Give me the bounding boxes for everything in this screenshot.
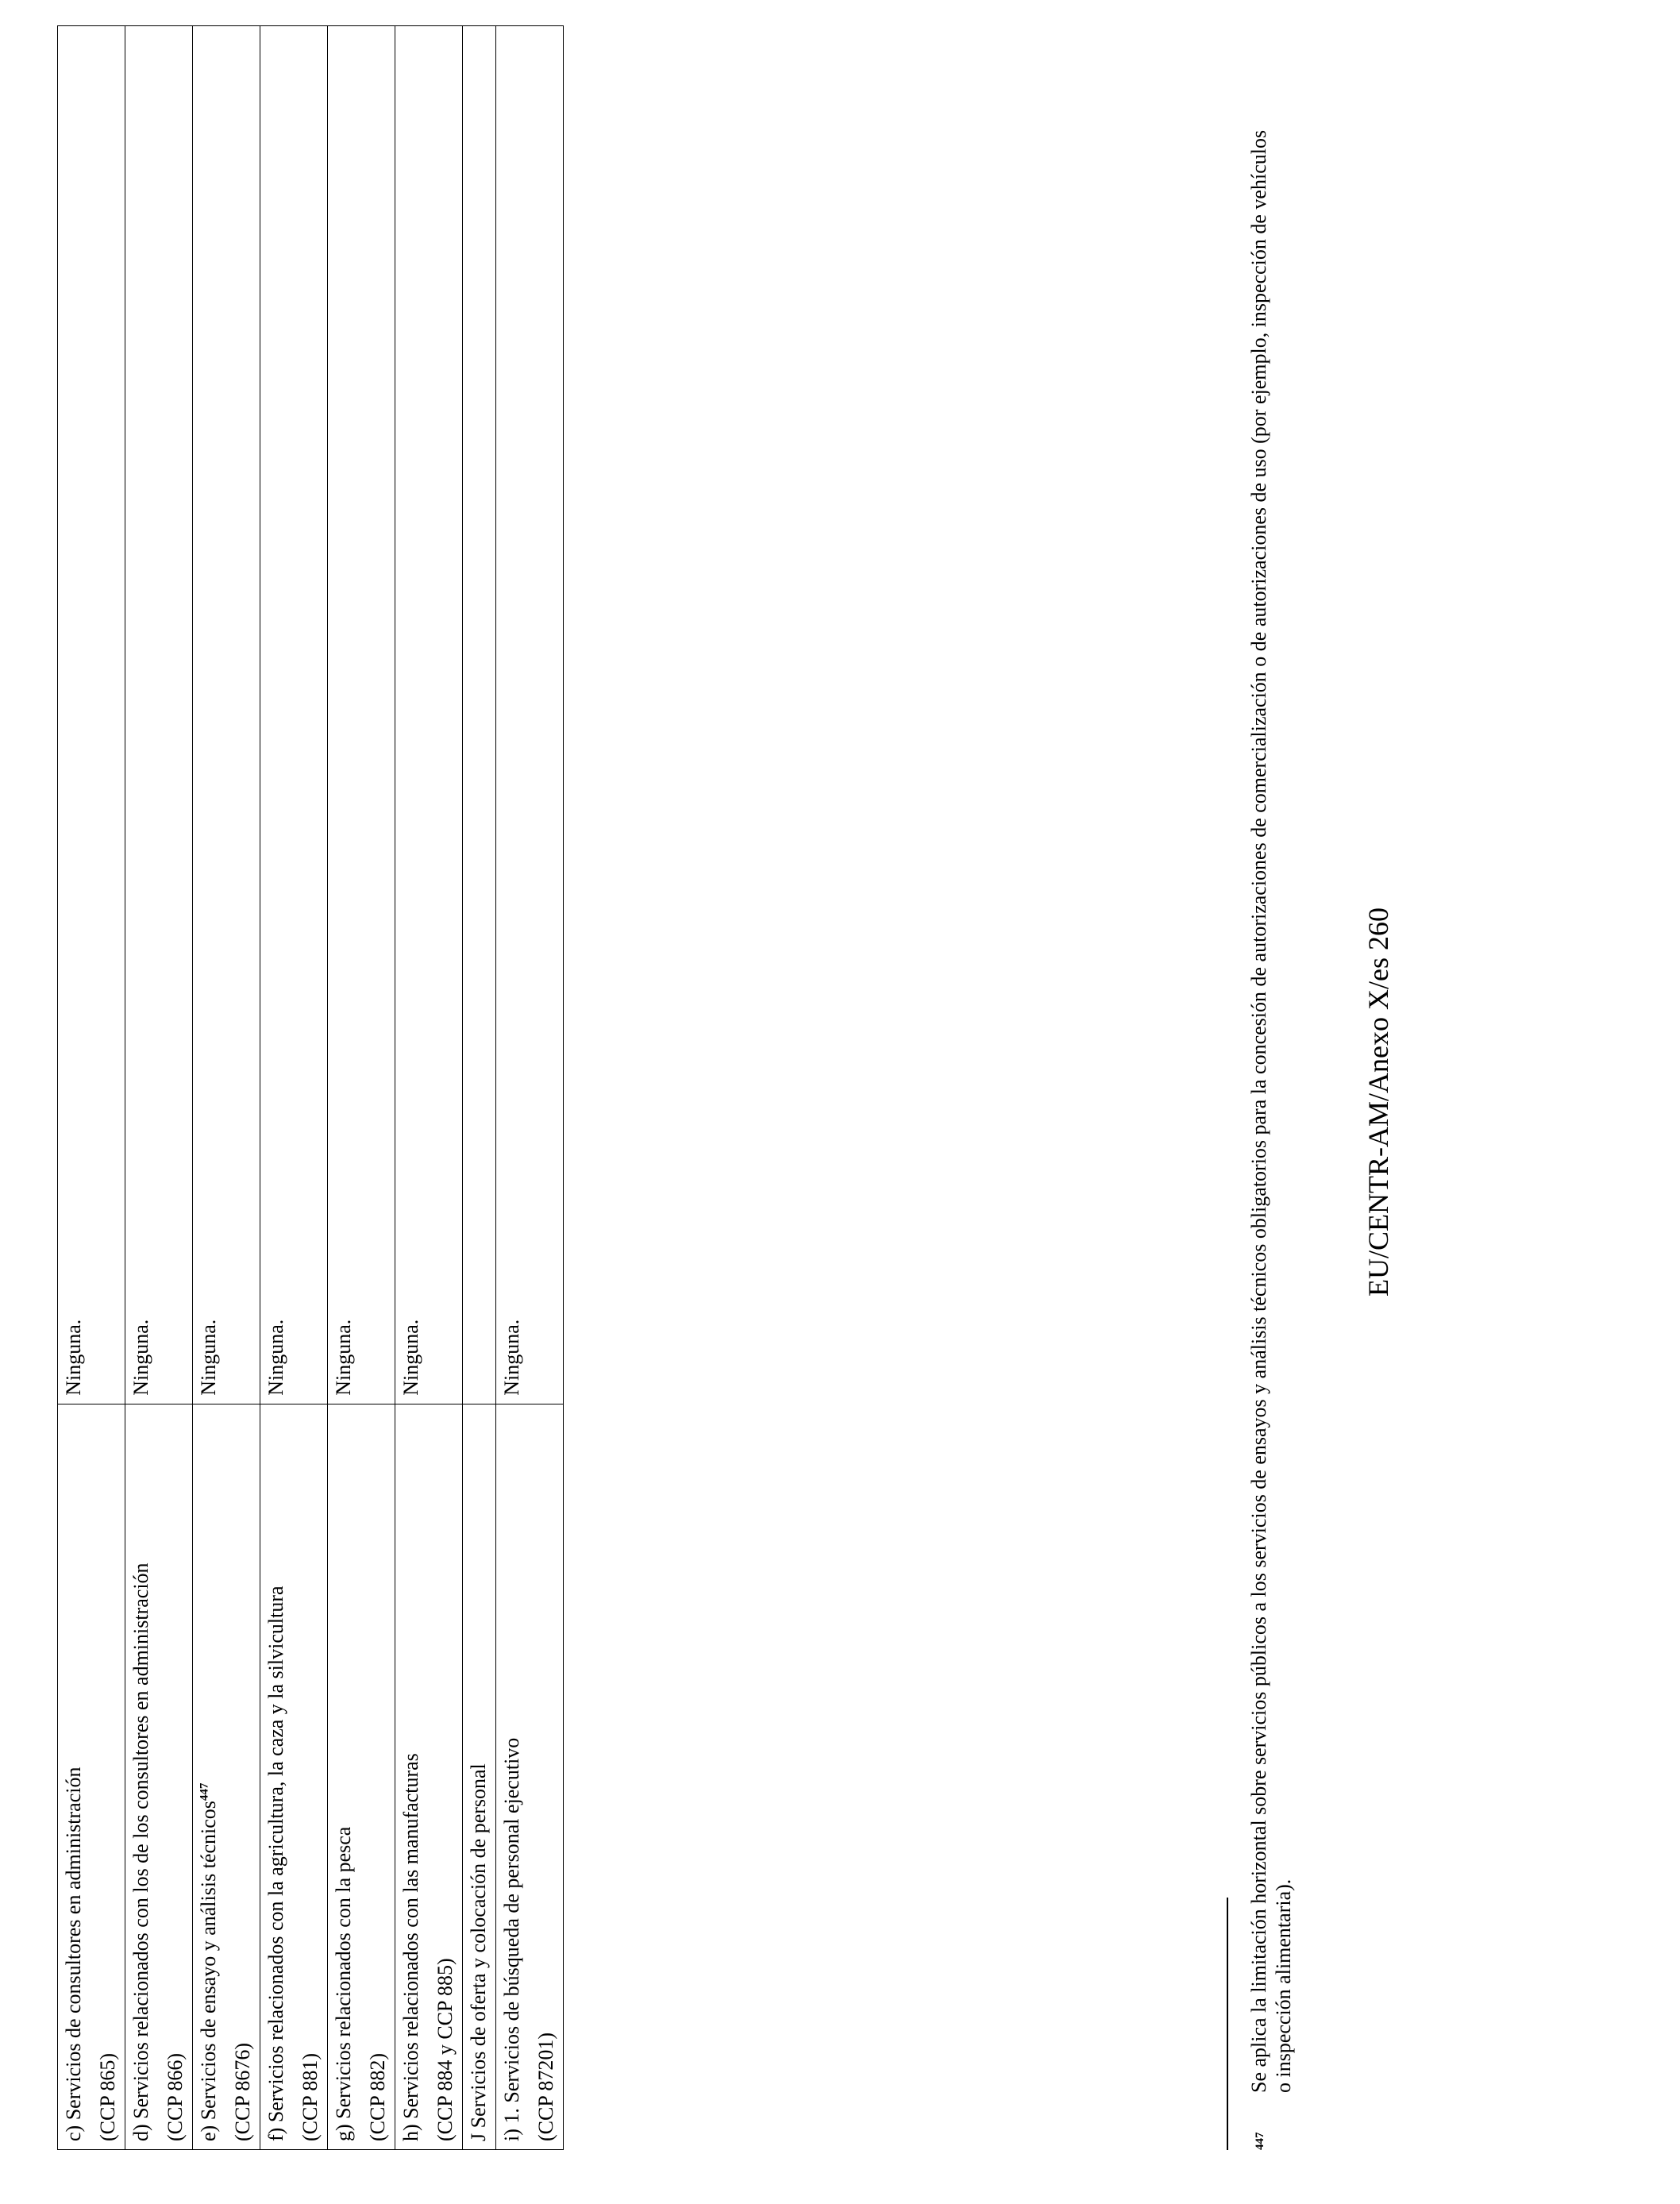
sector-cell	[193, 1404, 260, 2149]
footnote-ref: 447	[198, 1782, 211, 1801]
table-row	[395, 26, 463, 2150]
reservation-text: Ninguna.	[62, 1319, 85, 1396]
section-heading: J Servicios de oferta y colocación de personal	[467, 1763, 490, 2141]
reservation-text: Ninguna.	[332, 1319, 355, 1396]
commitments-table	[57, 25, 564, 2150]
reservation-cell	[260, 26, 328, 1404]
section-heading-cell	[463, 1404, 496, 2149]
reservation-text: Ninguna.	[264, 1319, 287, 1396]
reservation-cell	[125, 26, 193, 1404]
ccp-code: (CCP 881)	[299, 2053, 322, 2141]
table-row	[193, 26, 260, 2150]
footnote	[1247, 125, 1296, 2150]
ccp-code: (CCP 87201)	[534, 2033, 557, 2141]
reservation-cell	[58, 26, 125, 1404]
sector-cell	[58, 1404, 125, 2149]
reservation-cell	[328, 26, 395, 1404]
ccp-code: (CCP 8676)	[231, 2043, 254, 2141]
sector-name: f) Servicios relacionados con la agricultura, la caza y la silvicultura	[264, 1586, 287, 2141]
sector-name: c) Servicios de consultores en administración	[62, 1767, 85, 2141]
table-row	[260, 26, 328, 2150]
reservation-text: Ninguna.	[399, 1319, 422, 1396]
footnote-text: Se aplica la limitación horizontal sobre servicios públicos a los servicios de ensayos y análisis técnicos obligatorios para la concesión de autorizaciones de comercialización o de autorizaciones de uso (por ejemplo, inspección de vehículos o inspección alimentaria).	[1247, 129, 1295, 2093]
empty-cell	[463, 26, 496, 1404]
table-row	[463, 26, 496, 2150]
page-reference: EU/CENTR-AM/Anexo X/es 260	[1362, 907, 1394, 1297]
sector-cell	[496, 1404, 564, 2149]
table-row	[496, 26, 564, 2150]
footnote-number: 447	[1254, 2132, 1266, 2150]
sector-cell	[125, 1404, 193, 2149]
reservation-text: Ninguna.	[500, 1319, 523, 1396]
footnote-separator	[1227, 1898, 1228, 2150]
reservation-text: Ninguna.	[129, 1319, 152, 1396]
reservation-cell	[193, 26, 260, 1404]
table-row	[58, 26, 125, 2150]
ccp-code: (CCP 866)	[164, 2053, 187, 2141]
ccp-code: (CCP 884 y CCP 885)	[433, 1958, 457, 2141]
table-row	[125, 26, 193, 2150]
sector-name-text: e) Servicios de ensayo y análisis técnicos	[197, 1801, 220, 2141]
sector-name: i) 1. Servicios de búsqueda de personal ejecutivo	[500, 1737, 523, 2141]
sector-name: h) Servicios relacionados con las manufacturas	[399, 1753, 422, 2141]
reservation-cell	[496, 26, 564, 1404]
reservation-text: Ninguna.	[197, 1319, 220, 1396]
table-row	[328, 26, 395, 2150]
sector-name: d) Servicios relacionados con los de los consultores en administración	[129, 1562, 152, 2141]
sector-cell	[260, 1404, 328, 2149]
reservation-cell	[395, 26, 463, 1404]
ccp-code: (CCP 865)	[96, 2053, 119, 2141]
sector-name	[196, 1412, 221, 2141]
sector-cell	[395, 1404, 463, 2149]
sector-name: g) Servicios relacionados con la pesca	[332, 1826, 355, 2141]
ccp-code: (CCP 882)	[366, 2053, 389, 2141]
sector-cell	[328, 1404, 395, 2149]
